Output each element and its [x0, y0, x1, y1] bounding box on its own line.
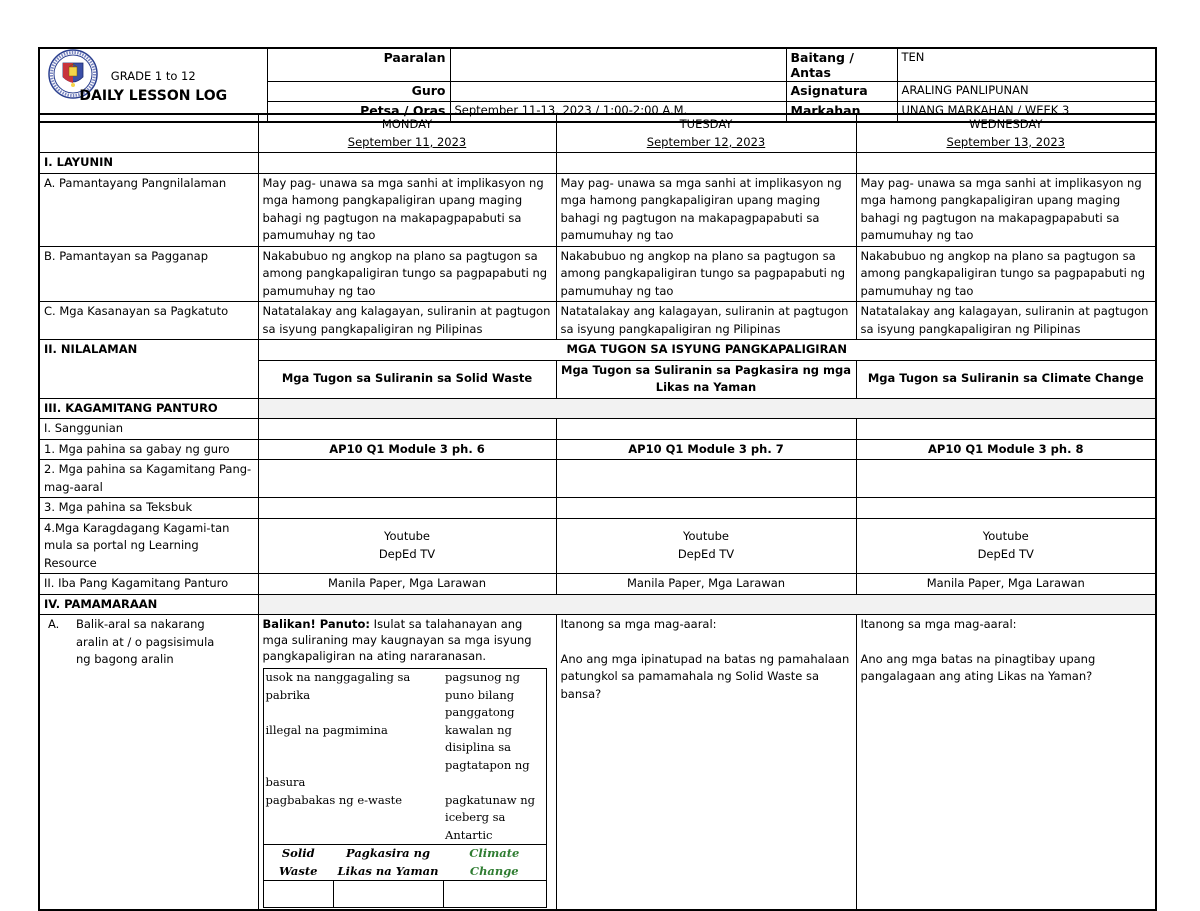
gabay-guro-mon: AP10 Q1 Module 3 ph. 6: [258, 439, 556, 460]
resource-depedtv: DepEd TV: [378, 546, 436, 561]
layunin-heading: I. LAYUNIN: [39, 153, 258, 174]
asignatura-label: Asignatura: [786, 82, 897, 102]
nilalaman-banner: MGA TUGON SA ISYUNG PANGKAPALIGIRAN: [258, 340, 1156, 361]
asignatura-field[interactable]: ARALING PANLIPUNAN: [897, 82, 1156, 102]
balik-aral-marker: A.: [48, 617, 60, 631]
day-date: September 12, 2023: [646, 134, 766, 149]
wed-intro: Itanong sa mga mag-aaral:: [860, 617, 1017, 631]
topic-mon: Mga Tugon sa Suliranin sa Solid Waste: [258, 360, 556, 398]
day-date: September 13, 2023: [946, 134, 1065, 149]
karagdagan-wed: [856, 518, 1156, 574]
header-table: [38, 47, 1157, 123]
day-header-tuesday: [556, 114, 856, 153]
karagdagan-mon: [258, 518, 556, 574]
balik-aral-mon: [258, 615, 556, 911]
worksheet-blank[interactable]: [263, 881, 333, 908]
topic-tue: Mga Tugon sa Suliranin sa Pagkasira ng mga Likas na Yaman: [556, 360, 856, 398]
resource-depedtv: DepEd TV: [977, 546, 1034, 561]
pamamaraan-shade: [258, 594, 1156, 615]
topic-wed: Mga Tugon sa Suliranin sa Climate Change: [856, 360, 1156, 398]
petsa-field[interactable]: September 11-13, 2023 / 1:00-2:00 A.M.: [450, 102, 786, 123]
doc-title: DAILY LESSON LOG: [79, 87, 228, 104]
paaralan-label: Paaralan: [267, 48, 450, 82]
worksheet-item: basura: [265, 775, 306, 789]
balik-aral-label: Balik-aral sa nakarang aralin at / o pagsisimula ng bagong aralin: [76, 617, 215, 666]
karagdagan-tue: [556, 518, 856, 574]
day-header-monday: [258, 114, 556, 153]
pamantayan-pagganap-label: B. Pamantayan sa Pagganap: [39, 246, 258, 302]
iba-kagamitan-mon: Manila Paper, Mga Larawan: [258, 574, 556, 595]
pamantayan-pagganap-tue: Nakabubuo ng angkop na plano sa pagtugon sa among pangkapaligiran tungo sa pagpapabuti ng pamumuhay ng tao: [556, 246, 856, 302]
day-header-wednesday: [856, 114, 1156, 153]
school-brand-cell: [39, 48, 267, 122]
balikan-worksheet-table: [263, 668, 547, 908]
gabay-guro-tue: AP10 Q1 Module 3 ph. 7: [556, 439, 856, 460]
pamamaraan-heading: IV. PAMAMARAAN: [39, 594, 258, 615]
balik-aral-label-cell: [39, 615, 258, 911]
kagamitan-heading: III. KAGAMITANG PANTURO: [39, 398, 258, 419]
worksheet-item: usok na nanggagaling sa pabrika: [265, 670, 411, 702]
balikan-instruction: Isulat sa talahanayan ang mga suliraning may kaugnayan sa mga isyung pangkapaligiran na ating nararanasan.: [262, 617, 532, 663]
worksheet-item: illegal na pagmimina: [265, 722, 388, 737]
day-name: MONDAY: [381, 117, 433, 131]
karagdagan-label: 4.Mga Karagdagang Kagami-tan mula sa portal ng Learning Resource: [39, 518, 258, 574]
resource-youtube: Youtube: [982, 529, 1029, 544]
markahan-field[interactable]: UNANG MARKAHAN / WEEK 3: [897, 102, 1156, 123]
balik-aral-wed: [856, 615, 1156, 911]
baitang-field[interactable]: TEN: [897, 48, 1156, 82]
worksheet-header-likas-yaman: Pagkasira ng Likas na Yaman: [333, 845, 443, 881]
guro-label: Guro: [267, 82, 450, 102]
worksheet-item: pagbabakas ng e-waste: [265, 792, 403, 807]
gabay-guro-wed: AP10 Q1 Module 3 ph. 8: [856, 439, 1156, 460]
pamantayan-pagganap-mon: Nakabubuo ng angkop na plano sa pagtugon sa among pangkapaligiran tungo sa pagpapabuti ng pamumuhay ng tao: [258, 246, 556, 302]
sanggunian-label: I. Sanggunian: [39, 419, 258, 440]
resource-youtube: Youtube: [384, 529, 430, 544]
worksheet-blank[interactable]: [333, 881, 443, 908]
kasanayan-mon: Natatalakay ang kalagayan, suliranin at pagtugon sa isyung pangkapaligiran ng Pilipinas: [258, 302, 556, 340]
balikan-title: Balikan! Panuto:: [262, 617, 371, 631]
worksheet-header-climate-change: Climate Change: [443, 845, 546, 881]
baitang-label: Baitang / Antas: [786, 48, 897, 82]
grade-range: GRADE 1 to 12: [110, 68, 196, 83]
kasanayan-wed: Natatalakay ang kalagayan, suliranin at pagtugon sa isyung pangkapaligiran ng Pilipinas: [856, 302, 1156, 340]
pamantayan-pagganap-wed: Nakabubuo ng angkop na plano sa pagtugon sa among pangkapaligiran tungo sa pagpapabuti ng pamumuhay ng tao: [856, 246, 1156, 302]
guro-field[interactable]: [450, 82, 786, 102]
resource-depedtv: DepEd TV: [677, 546, 735, 561]
balik-aral-tue: [556, 615, 856, 911]
teksbuk-label: 3. Mga pahina sa Teksbuk: [39, 498, 258, 519]
paaralan-field[interactable]: [450, 48, 786, 82]
worksheet-header-solid-waste: Solid Waste: [263, 845, 333, 881]
worksheet-item: pagsunog ng puno bilang panggatong: [445, 670, 521, 719]
pamantayang-pangnilalaman-wed: May pag- unawa sa mga sanhi at implikasyon ng mga hamong pangkapaligiran upang maging bahagi ng pagtugon na makapagpapabuti sa pamumuhay ng tao: [856, 173, 1156, 246]
worksheet-item: kawalan ng disiplina sa pagtatapon ng: [445, 722, 530, 772]
kagamitan-mag-aaral-label: 2. Mga pahina sa Kagamitang Pang-mag-aaral: [39, 460, 258, 498]
kasanayan-tue: Natatalakay ang kalagayan, suliranin at pagtugon sa isyung pangkapaligiran ng Pilipinas: [556, 302, 856, 340]
tue-question: Ano ang mga ipinatupad na batas ng pamahalaan patungkol sa pamamahala ng Solid Waste sa bansa?: [560, 651, 850, 701]
pamantayang-pangnilalaman-mon: May pag- unawa sa mga sanhi at implikasyon ng mga hamong pangkapaligiran upang maging bahagi ng pagtugon na makapagpapabuti sa pamumuhay ng tao: [258, 173, 556, 246]
worksheet-item: pagkatunaw ng iceberg sa Antartic: [445, 792, 535, 842]
kagamitan-shade: [258, 398, 1156, 419]
iba-kagamitan-tue: Manila Paper, Mga Larawan: [556, 574, 856, 595]
resource-youtube: Youtube: [683, 529, 729, 544]
corner-cell: [39, 114, 258, 153]
day-name: WEDNESDAY: [969, 117, 1043, 131]
day-date: September 11, 2023: [347, 134, 467, 149]
tue-intro: Itanong sa mga mag-aaral:: [560, 617, 717, 631]
lesson-table: [38, 113, 1157, 911]
pamantayang-pangnilalaman-tue: May pag- unawa sa mga sanhi at implikasyon ng mga hamong pangkapaligiran upang maging bahagi ng pagtugon na makapagpapabuti sa pamumuhay ng tao: [556, 173, 856, 246]
nilalaman-heading: II. NILALAMAN: [39, 340, 258, 399]
iba-kagamitan-label: II. Iba Pang Kagamitang Panturo: [39, 574, 258, 595]
iba-kagamitan-wed: Manila Paper, Mga Larawan: [856, 574, 1156, 595]
kasanayan-label: C. Mga Kasanayan sa Pagkatuto: [39, 302, 258, 340]
gabay-guro-label: 1. Mga pahina sa gabay ng guro: [39, 439, 258, 460]
petsa-label: Petsa / Oras: [267, 102, 450, 123]
wed-question: Ano ang mga batas na pinagtibay upang pangalagaan ang ating Likas na Yaman?: [860, 651, 1096, 683]
worksheet-item: [443, 774, 546, 792]
day-name: TUESDAY: [679, 117, 733, 131]
worksheet-blank[interactable]: [443, 881, 546, 908]
markahan-label: Markahan: [786, 102, 897, 123]
pamantayang-pangnilalaman-label: A. Pamantayang Pangnilalaman: [39, 173, 258, 246]
